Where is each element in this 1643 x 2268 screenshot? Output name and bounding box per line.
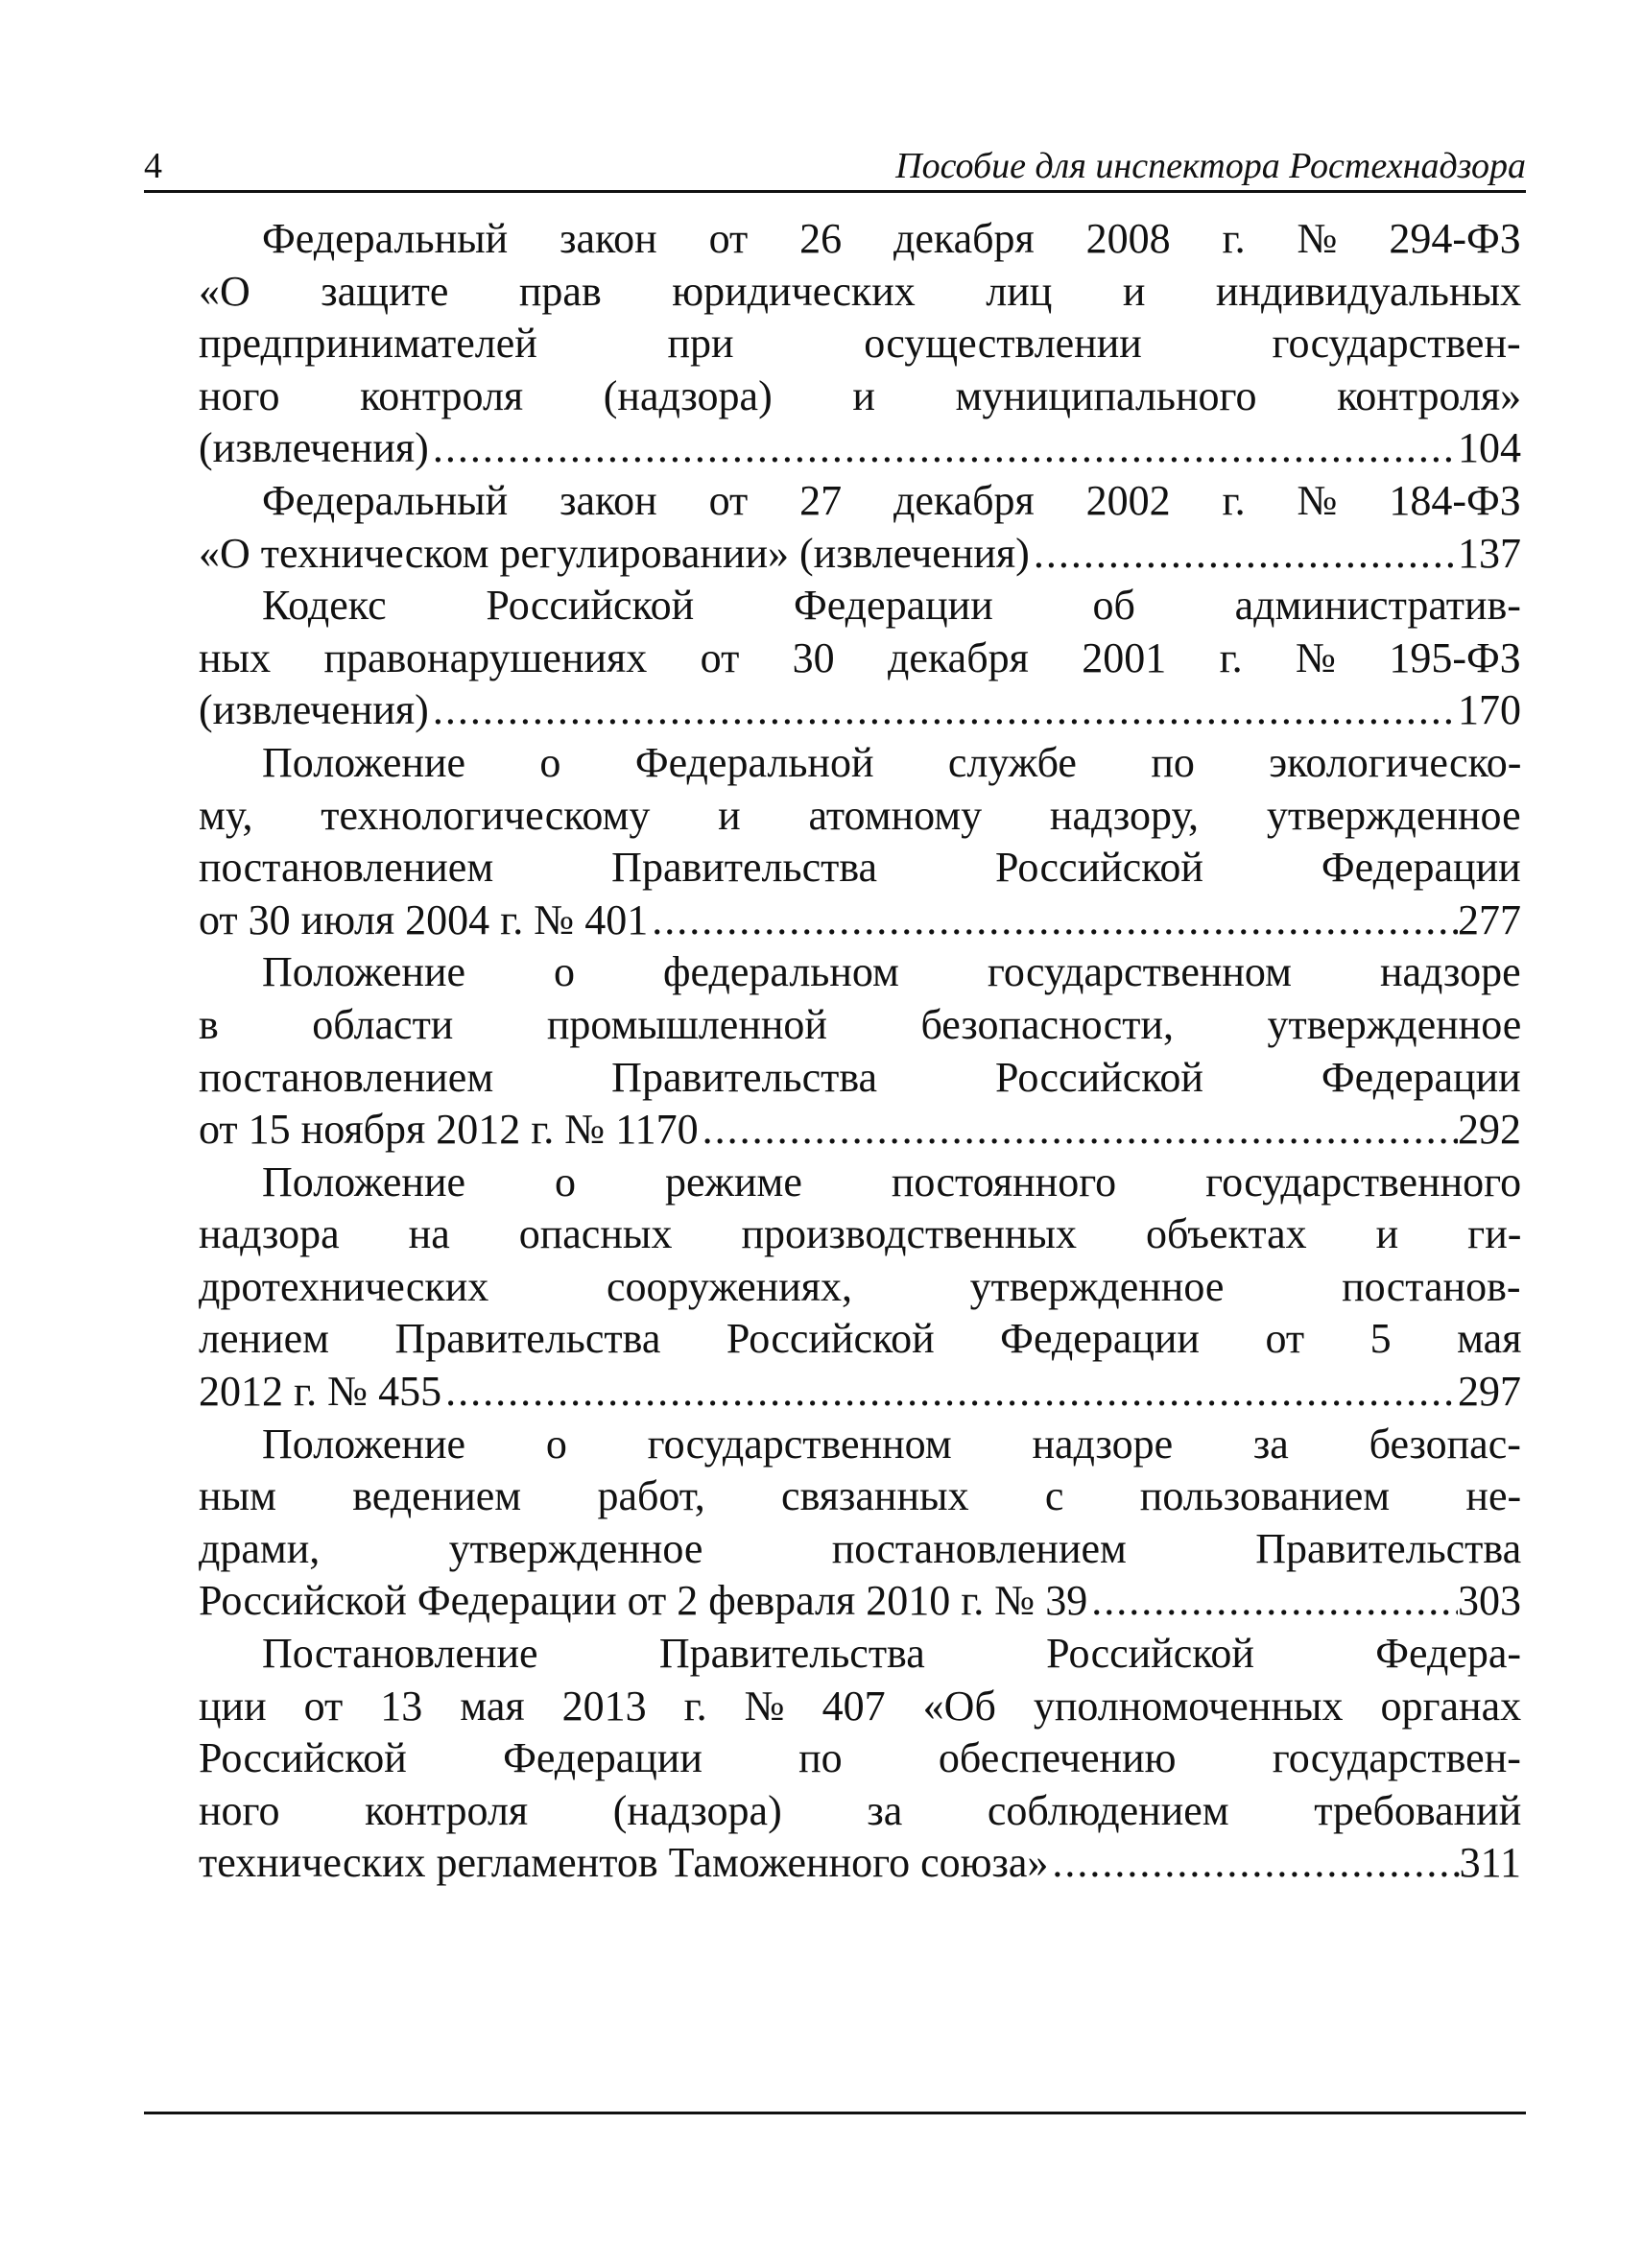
- toc-entry-line: Положение о режиме постоянного государственного: [262, 1158, 1522, 1206]
- toc-entry-line: Кодекс Российской Федерации об административ-: [262, 582, 1521, 630]
- toc-entry-text: «О техническом регулировании» (извлечения): [199, 529, 1030, 577]
- toc-entry-line: постановлением Правительства Российской Федерации: [199, 1053, 1521, 1101]
- toc-page-number[interactable]: 277: [1458, 895, 1521, 943]
- running-title: Пособие для инспектора Ростехнадзора: [895, 146, 1526, 186]
- toc-entry-line: дротехнических сооружениях, утвержденное постанов-: [199, 1262, 1521, 1310]
- toc-entry-line: Положение о Федеральной службе по экологическо-: [262, 738, 1522, 786]
- toc-page-number[interactable]: 303: [1458, 1577, 1521, 1625]
- toc-entry[interactable]: [199, 737, 1521, 946]
- toc-entry-line: драми, утвержденное постановлением Правительства: [199, 1524, 1522, 1572]
- toc-entry-text: от 30 июля 2004 г. № 401: [199, 895, 649, 943]
- toc-entry-line: Положение о федеральном государственном надзоре: [262, 948, 1521, 996]
- toc-leader-dots: [1048, 1837, 1459, 1890]
- toc-entry-line: ных правонарушениях от 30 декабря 2001 г. № 195-ФЗ: [199, 633, 1521, 681]
- toc-entry-line: [199, 1104, 1521, 1157]
- toc-entry-line: [199, 1575, 1521, 1628]
- toc-entry-line: ного контроля (надзора) за соблюдением требований: [199, 1786, 1522, 1834]
- page-number: 4: [144, 146, 162, 186]
- toc-entry[interactable]: [199, 1628, 1521, 1890]
- footer-rule: [144, 2112, 1526, 2114]
- toc-leader-dots: [1087, 1575, 1458, 1628]
- toc-entry-text: 2012 г. № 455: [199, 1368, 442, 1416]
- toc-entry-line: «О защите прав юридических лиц и индивидуальных: [199, 267, 1522, 315]
- toc-entry-line: му, технологическому и атомному надзору, утвержденное: [199, 791, 1521, 839]
- toc-entry-line: [199, 528, 1521, 581]
- toc-leader-dots: [429, 422, 1458, 475]
- page-header: [144, 144, 1526, 193]
- toc-entry-line: Положение о государственном надзоре за безопас-: [262, 1420, 1521, 1468]
- toc-entry-text: (извлечения): [199, 686, 429, 734]
- toc-entry[interactable]: [199, 213, 1521, 475]
- toc-entry-text: Российской Федерации от 2 февраля 2010 г. № 39: [199, 1577, 1088, 1625]
- toc-entry-text: (извлечения): [199, 424, 429, 472]
- toc-leader-dots: [441, 1366, 1458, 1419]
- toc-entry-line: в области промышленной безопасности, утвержденное: [199, 1000, 1522, 1048]
- toc-entry-line: надзора на опасных производственных объектах и ги-: [199, 1210, 1522, 1258]
- toc-page-number[interactable]: 292: [1458, 1106, 1521, 1154]
- toc-entry-line: [199, 895, 1521, 947]
- toc-entry-line: Постановление Правительства Российской Федера-: [262, 1630, 1522, 1678]
- toc-leader-dots: [429, 684, 1458, 737]
- toc-page-number[interactable]: 104: [1458, 424, 1521, 472]
- toc-entry[interactable]: [199, 475, 1521, 580]
- toc-page-number[interactable]: 137: [1458, 529, 1521, 577]
- toc-entry-line: [199, 422, 1521, 475]
- toc-page-number[interactable]: 170: [1458, 686, 1521, 734]
- toc-entry[interactable]: [199, 1419, 1521, 1628]
- toc-entry[interactable]: [199, 946, 1521, 1156]
- toc-page-number[interactable]: 311: [1459, 1839, 1521, 1887]
- toc-page-number[interactable]: 297: [1458, 1368, 1521, 1416]
- toc-entry-line: ции от 13 мая 2013 г. № 407 «Об уполномоченных органах: [199, 1682, 1522, 1730]
- toc-leader-dots: [648, 895, 1458, 947]
- toc-entry-line: Федеральный закон от 26 декабря 2008 г. № 294-ФЗ: [262, 215, 1521, 262]
- toc-entry-line: Федеральный закон от 27 декабря 2002 г. № 184-ФЗ: [262, 476, 1521, 524]
- toc-entry-line: ного контроля (надзора) и муниципального контроля»: [199, 371, 1522, 419]
- toc-entry-line: [199, 1837, 1521, 1890]
- toc-leader-dots: [1030, 528, 1458, 581]
- toc-entry-line: предпринимателей при осуществлении государствен-: [199, 320, 1521, 368]
- toc-entry-line: ным ведением работ, связанных с пользованием не-: [199, 1472, 1522, 1520]
- toc-leader-dots: [699, 1104, 1458, 1157]
- table-of-contents: [199, 213, 1521, 1890]
- toc-entry-line: лением Правительства Российской Федерации от 5 мая: [199, 1315, 1522, 1363]
- toc-entry-line: Российской Федерации по обеспечению государствен-: [199, 1734, 1521, 1782]
- toc-entry-text: от 15 ноября 2012 г. № 1170: [199, 1106, 699, 1154]
- toc-entry-line: [199, 1366, 1521, 1419]
- toc-entry[interactable]: [199, 1157, 1521, 1419]
- toc-entry-line: [199, 684, 1521, 737]
- toc-entry-text: технических регламентов Таможенного союза»: [199, 1839, 1049, 1887]
- toc-entry-line: постановлением Правительства Российской Федерации: [199, 844, 1521, 892]
- toc-entry[interactable]: [199, 580, 1521, 737]
